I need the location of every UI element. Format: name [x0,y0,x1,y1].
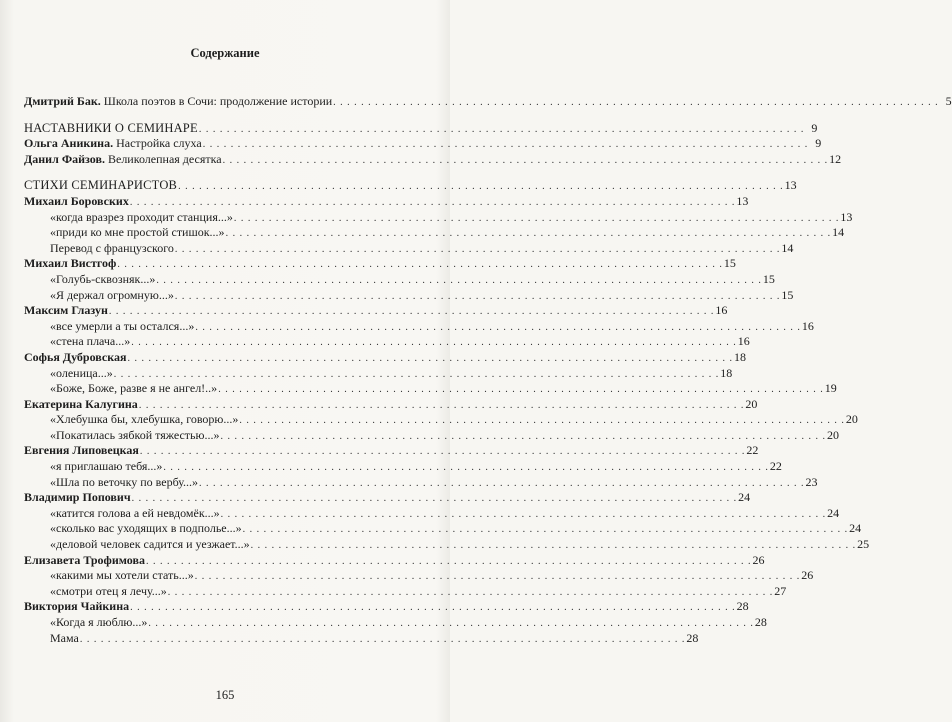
toc-entry-poem [24,459,782,475]
toc-entry-poem [24,521,862,537]
toc-entry-page: 24 [827,505,840,520]
toc-entry-page: 9 [815,136,822,151]
toc-entry-page: 16 [715,303,728,318]
toc-entry-author [24,396,758,413]
dot-leader: . . . . . . . . . . . . . . . . . . . . . . . . . . . . . . . . . . . . . . . . . . . . . . . . . . . . . . . . . . . . . . . . . . . . . . . . . . . . . . . . . . . . . . . [225,228,832,240]
toc-entry-author [24,151,842,168]
toc-entry-author [24,349,746,366]
dot-leader: . . . . . . . . . . . . . . . . . . . . . . . . . . . . . . . . . . . . . . . . . . . . . . . . . . . . . . . . . . . . . . . . . . . . . . . . . . . . . . . . . . . . . . . [113,368,720,380]
dot-leader: . . . . . . . . . . . . . . . . . . . . . . . . . . . . . . . . . . . . . . . . . . . . . . . . . . . . . . . . . . . . . . . . . . . . . . . . . . . . . . . . . . . . . . . [199,477,805,489]
toc-entry-author [24,443,759,459]
section-gap [24,110,416,121]
toc-entry-poem [24,427,839,444]
toc-entry-author [24,490,751,506]
toc-entry-title: «смотри отец я лечу...» [50,583,167,598]
toc-entry-poem [24,209,853,226]
toc-entry-page: 9 [811,120,818,135]
toc-entry-title: «Хлебушка бы, хлебушка, говорю...» [50,412,239,427]
toc-entry-page: 24 [849,521,862,536]
toc-entry-author [24,193,749,210]
table-of-contents [24,94,952,646]
toc-entry-title: «Когда я люблю...» [50,615,148,629]
toc-entry-poem [24,240,794,257]
toc-entry-poem [24,630,699,647]
toc-entry-title: «Боже, Боже, разве я не ангел!..» [50,381,218,396]
toc-entry-title: Данил Файзов. Великолепная десятка [24,151,222,166]
toc-entry-poem [24,287,794,304]
toc-entry-page: 20 [845,412,858,427]
toc-entry-title: Максим Глазун [24,303,108,318]
toc-entry-title: СТИХИ СЕМИНАРИСТОВ [24,178,178,193]
dot-leader: . . . . . . . . . . . . . . . . . . . . . . . . . . . . . . . . . . . . . . . . . . . . . . . . . . . . . . . . . . . . . . . . . . . . . . . . . . . . . . . . . . . . . . . [174,290,781,302]
dot-leader: . . . . . . . . . . . . . . . . . . . . . . . . . . . . . . . . . . . . . . . . . . . . . . . . . . . . . . . . . . . . . . . . . . . . . . . . . . . . . . . . . . . . . . . [108,306,715,318]
dot-leader: . . . . . . . . . . . . . . . . . . . . . . . . . . . . . . . . . . . . . . . . . . . . . . . . . . . . . . . . . . . . . . . . . . . . . . . . . . . . . . . . . . . . . . . [145,555,752,567]
dot-leader: . . . . . . . . . . . . . . . . . . . . . . . . . . . . . . . . . . . . . . . . . . . . . . . . . . . . . . . . . . . . . . . . . . . . . . . . . . . . . . . . . . . . . . . [167,586,774,598]
section-gap [24,167,416,178]
dot-leader: . . . . . . . . . . . . . . . . . . . . . . . . . . . . . . . . . . . . . . . . . . . . . . . . . . . . . . . . . . . . . . . . . . . . . . . . . . . . . . . . . . . . . . . [198,123,805,135]
toc-entry-title: «сколько вас уходящих в подполье...» [50,521,242,536]
toc-entry-title: «катится голова а ей невдомёк...» [50,505,220,520]
toc-entry-title: «стена плача...» [50,334,131,349]
toc-entry-poem [24,271,775,288]
toc-entry-poem [24,412,858,428]
page-number: 165 [215,688,235,702]
toc-entry-page: 15 [781,287,794,302]
toc-entry-title: «оленица...» [50,365,113,380]
toc-entry-poem [24,225,845,241]
toc-entry-poem [24,334,750,350]
toc-entry-title: Мама [50,630,79,645]
toc-entry-page: 20 [827,427,839,442]
toc-entry-poem [24,505,840,522]
toc-entry-author [24,303,728,319]
dot-leader: . . . . . . . . . . . . . . . . . . . . . . . . . . . . . . . . . . . . . . . . . . . . . . . . . . . . . . . . . . . . . . . . . . . . . . . . . . . . . . . . . . . . . . . [129,196,736,208]
toc-section-heading [24,178,797,194]
dot-leader: . . . . . . . . . . . . . . . . . . . . . . . . . . . . . . . . . . . . . . . . . . . . . . . . . . . . . . . . . . . . . . . . . . . . . . . . . . . . . . . . . . . . . . . [250,540,857,552]
toc-entry-title: «какими мы хотели стать...» [50,568,194,583]
toc-entry-poem [24,615,767,631]
dot-leader: . . . . . . . . . . . . . . . . . . . . . . . . . . . . . . . . . . . . . . . . . . . . . . . . . . . . . . . . . . . . . . . . . . . . . . . . . . . . . . . . . . . . . . . [220,430,826,442]
toc-entry-title: Екатерина Калугина [24,396,138,411]
toc-entry-page: 28 [754,615,767,629]
dot-leader: . . . . . . . . . . . . . . . . . . . . . . . . . . . . . . . . . . . . . . . . . . . . . . . . . . . . . . . . . . . . . . . . . . . . . . . . . . . . . . . . . . . . . . . [139,446,746,458]
toc-entry-page: 5 [945,94,952,108]
dot-leader: . . . . . . . . . . . . . . . . . . . . . . . . . . . . . . . . . . . . . . . . . . . . . . . . . . . . . . . . . . . . . . . . . . . . . . . . . . . . . . . . . . . . . . . [117,259,723,271]
toc-entry-page: 26 [801,568,814,583]
dot-leader: . . . . . . . . . . . . . . . . . . . . . . . . . . . . . . . . . . . . . . . . . . . . . . . . . . . . . . . . . . . . . . . . . . . . . . . . . . . . . . . . . . . . . . . [163,462,769,474]
dot-leader: . . . . . . . . . . . . . . . . . . . . . . . . . . . . . . . . . . . . . . . . . . . . . . . . . . . . . . . . . . . . . . . . . . . . . . . . . . . . . . . . . . . . . . . [79,633,686,645]
toc-entry-poem [24,537,870,553]
toc-entry-page: 14 [832,225,845,240]
toc-entry-page: 19 [824,381,837,396]
toc-entry-page: 13 [736,193,749,208]
dot-leader: . . . . . . . . . . . . . . . . . . . . . . . . . . . . . . . . . . . . . . . . . . . . . . . . . . . . . . . . . . . . . . . . . . . . . . . . . . . . . . . . . . . . . . . [130,602,736,614]
dot-leader: . . . . . . . . . . . . . . . . . . . . . . . . . . . . . . . . . . . . . . . . . . . . . . . . . . . . . . . . . . . . . . . . . . . . . . . . . . . . . . . . . . . . . . . [333,97,939,108]
toc-entry-title: Софья Дубровская [24,349,127,364]
dot-leader: . . . . . . . . . . . . . . . . . . . . . . . . . . . . . . . . . . . . . . . . . . . . . . . . . . . . . . . . . . . . . . . . . . . . . . . . . . . . . . . . . . . . . . . [233,212,840,224]
toc-entry-title: «приди ко мне простой стишок...» [50,225,225,240]
toc-entry-page: 13 [784,178,797,193]
toc-entry-author [24,94,952,110]
toc-entry-author [24,256,736,272]
toc-entry-title: «все умерли а ты остался...» [50,318,195,333]
toc-entry-title: Михаил Боровских [24,193,129,208]
toc-entry-author [24,599,749,615]
toc-entry-page: 28 [686,630,699,645]
toc-entry-title: «Шла по веточку по вербу...» [50,474,199,489]
toc-entry-page: 12 [829,151,842,166]
toc-entry-poem [24,583,787,600]
toc-section-heading [24,120,818,137]
toc-entry-page: 26 [752,552,765,567]
toc-entry-page: 16 [801,318,814,333]
toc-entry-page: 25 [857,537,870,552]
toc-entry-page: 13 [840,209,853,224]
toc-entry-title: НАСТАВНИКИ О СЕМИНАРЕ [24,120,198,135]
dot-leader: . . . . . . . . . . . . . . . . . . . . . . . . . . . . . . . . . . . . . . . . . . . . . . . . . . . . . . . . . . . . . . . . . . . . . . . . . . . . . . . . . . . . . . . [239,415,845,427]
toc-entry-page: 20 [745,396,758,411]
dot-leader: . . . . . . . . . . . . . . . . . . . . . . . . . . . . . . . . . . . . . . . . . . . . . . . . . . . . . . . . . . . . . . . . . . . . . . . . . . . . . . . . . . . . . . . [131,337,737,349]
dot-leader: . . . . . . . . . . . . . . . . . . . . . . . . . . . . . . . . . . . . . . . . . . . . . . . . . . . . . . . . . . . . . . . . . . . . . . . . . . . . . . . . . . . . . . . [148,618,754,629]
toc-entry-title: Дмитрий Бак. Школа поэтов в Сочи: продолжение истории [24,94,333,108]
toc-entry-title: Виктория Чайкина [24,599,130,614]
toc-entry-title: «Покатилась зябкой тяжестью...» [50,427,220,442]
toc-entry-title: Ольга Аникина. Настройка слуха [24,136,202,151]
dot-leader: . . . . . . . . . . . . . . . . . . . . . . . . . . . . . . . . . . . . . . . . . . . . . . . . . . . . . . . . . . . . . . . . . . . . . . . . . . . . . . . . . . . . . . . [127,352,733,364]
toc-entry-page: 18 [733,349,746,364]
toc-entry-page: 28 [736,599,749,614]
toc-entry-page: 23 [805,474,818,489]
dot-leader: . . . . . . . . . . . . . . . . . . . . . . . . . . . . . . . . . . . . . . . . . . . . . . . . . . . . . . . . . . . . . . . . . . . . . . . . . . . . . . . . . . . . . . . [178,181,784,193]
toc-entry-title: «деловой человек садится и уезжает...» [50,537,250,552]
dot-leader: . . . . . . . . . . . . . . . . . . . . . . . . . . . . . . . . . . . . . . . . . . . . . . . . . . . . . . . . . . . . . . . . . . . . . . . . . . . . . . . . . . . . . . . [220,508,827,520]
dot-leader: . . . . . . . . . . . . . . . . . . . . . . . . . . . . . . . . . . . . . . . . . . . . . . . . . . . . . . . . . . . . . . . . . . . . . . . . . . . . . . . . . . . . . . . [222,154,829,166]
dot-leader: . . . . . . . . . . . . . . . . . . . . . . . . . . . . . . . . . . . . . . . . . . . . . . . . . . . . . . . . . . . . . . . . . . . . . . . . . . . . . . . . . . . . . . . [156,274,762,286]
dot-leader: . . . . . . . . . . . . . . . . . . . . . . . . . . . . . . . . . . . . . . . . . . . . . . . . . . . . . . . . . . . . . . . . . . . . . . . . . . . . . . . . . . . . . . . [174,243,781,255]
toc-entry-page: 22 [769,459,782,474]
toc-entry-page: 27 [774,583,787,598]
toc-entry-page: 15 [762,271,775,286]
toc-entry-author [24,136,822,152]
toc-entry-title: «я приглашаю тебя...» [50,459,163,474]
toc-entry-title: «Голубь-сквозняк...» [50,271,156,286]
toc-entry-title: Михаил Вистгоф [24,256,117,271]
toc-entry-poem [24,318,814,335]
dot-leader: . . . . . . . . . . . . . . . . . . . . . . . . . . . . . . . . . . . . . . . . . . . . . . . . . . . . . . . . . . . . . . . . . . . . . . . . . . . . . . . . . . . . . . . [242,524,849,536]
toc-entry-page: 14 [781,240,794,255]
dot-leader: . . . . . . . . . . . . . . . . . . . . . . . . . . . . . . . . . . . . . . . . . . . . . . . . . . . . . . . . . . . . . . . . . . . . . . . . . . . . . . . . . . . . . . . [131,493,738,505]
toc-entry-page: 16 [737,334,750,349]
toc-entry-poem [24,474,818,491]
toc-entry-title: Елизавета Трофимова [24,552,145,567]
toc-entry-title: Евгения Липовецкая [24,443,139,458]
toc-entry-page: 24 [738,490,751,505]
toc-entry-title: «Я держал огромную...» [50,287,174,302]
dot-leader: . . . . . . . . . . . . . . . . . . . . . . . . . . . . . . . . . . . . . . . . . . . . . . . . . . . . . . . . . . . . . . . . . . . . . . . . . . . . . . . . . . . . . . . [194,571,801,583]
toc-entry-page: 22 [746,443,759,458]
toc-entry-poem [24,381,837,397]
dot-leader: . . . . . . . . . . . . . . . . . . . . . . . . . . . . . . . . . . . . . . . . . . . . . . . . . . . . . . . . . . . . . . . . . . . . . . . . . . . . . . . . . . . . . . . [138,399,745,411]
page-heading: Содержание [190,46,260,60]
toc-entry-title: «когда вразрез проходит станция...» [50,209,233,224]
toc-entry-author [24,552,765,569]
toc-entry-title: Владимир Попович [24,490,131,505]
dot-leader: . . . . . . . . . . . . . . . . . . . . . . . . . . . . . . . . . . . . . . . . . . . . . . . . . . . . . . . . . . . . . . . . . . . . . . . . . . . . . . . . . . . . . . . [218,384,824,396]
toc-entry-poem [24,568,814,584]
toc-entry-title: Перевод с французского [50,240,174,255]
dot-leader: . . . . . . . . . . . . . . . . . . . . . . . . . . . . . . . . . . . . . . . . . . . . . . . . . . . . . . . . . . . . . . . . . . . . . . . . . . . . . . . . . . . . . . . [195,321,801,333]
toc-entry-poem [24,365,733,382]
dot-leader: . . . . . . . . . . . . . . . . . . . . . . . . . . . . . . . . . . . . . . . . . . . . . . . . . . . . . . . . . . . . . . . . . . . . . . . . . . . . . . . . . . . . . . . [202,139,809,151]
toc-entry-page: 15 [723,256,736,271]
toc-entry-page: 18 [720,365,733,380]
